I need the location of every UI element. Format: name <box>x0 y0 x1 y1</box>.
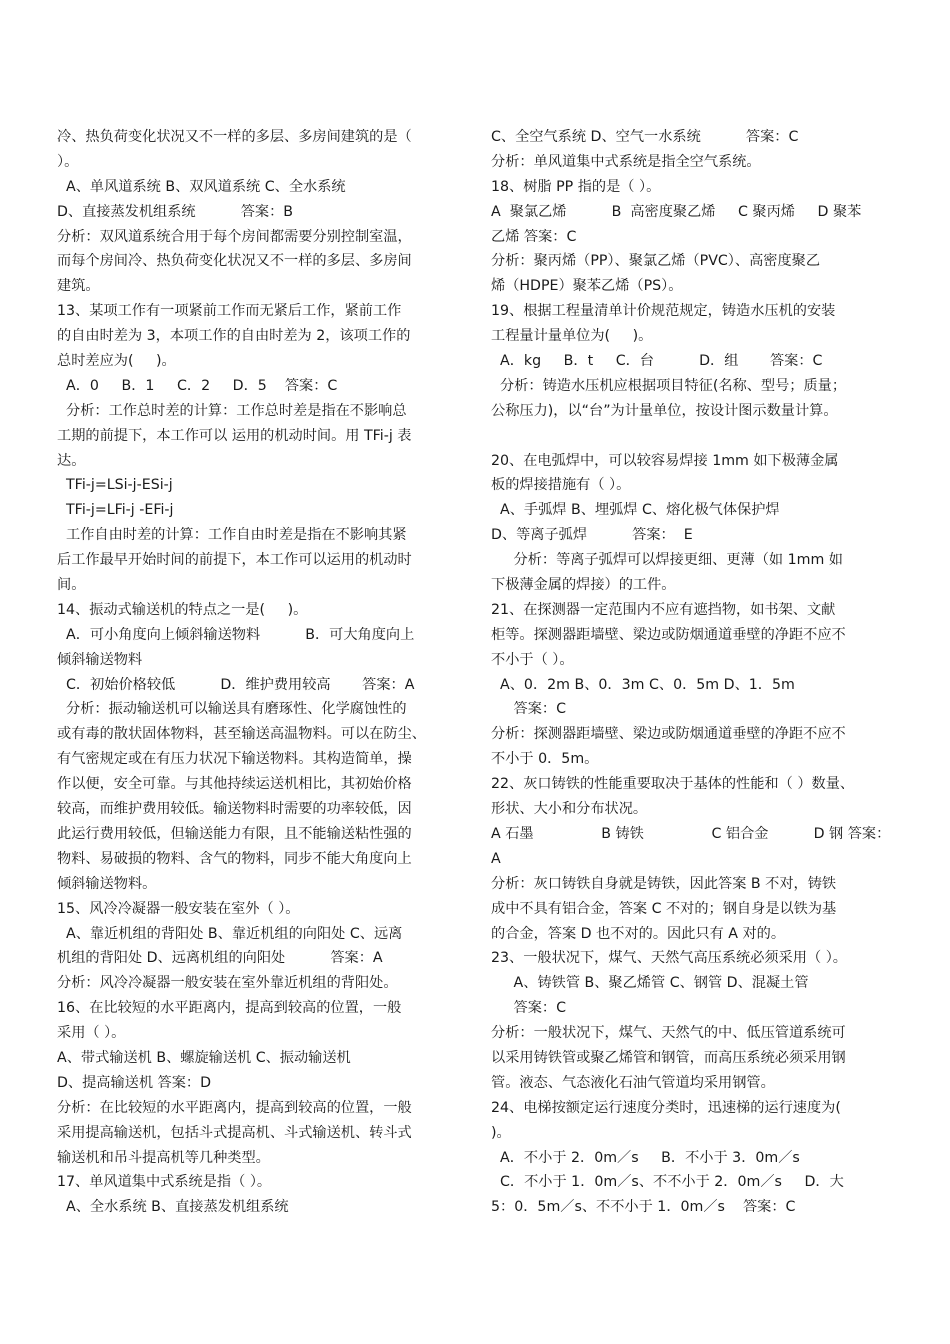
text-line: 答案：C <box>491 701 567 718</box>
text-line: D、等离子弧焊 答案： E <box>491 527 693 544</box>
text-line: 14、振动式输送机的特点之一是( )。 <box>57 601 308 618</box>
text-line: ）。 <box>57 153 79 170</box>
text-line: 13、某项工作有一项紧前工作而无紧后工作，紧前工作 <box>57 303 402 320</box>
text-line: TFi-j=LSi-j-ESi-j <box>57 477 173 494</box>
text-line: 烯（HDPE）聚苯乙烯（PS）。 <box>491 278 683 295</box>
text-line: 工作自由时差的计算：工作自由时差是指在不影响其紧 <box>57 527 407 544</box>
text-line: C．不小于 1．0m／s、不不小于 2．0m／s D．大 <box>491 1174 844 1191</box>
text-line: 冷、热负荷变化状况又不一样的多层、多房间建筑的是（ <box>57 129 412 145</box>
text-line: 19、根据工程量清单计价规范规定，铸造水压机的安装 <box>491 303 836 320</box>
text-line: 分析：等离子弧焊可以焊接更细、更薄（如 1mm 如 <box>491 552 843 569</box>
text-line: A．kg B．t C．台 D．组 答案：C <box>491 353 823 370</box>
text-line: 板的焊接措施有（ ）。 <box>491 477 631 494</box>
text-line: 而每个房间冷、热负荷变化状况又不一样的多层、多房间 <box>57 253 412 270</box>
text-line: 分析：聚丙烯（PP）、聚氯乙烯（PVC）、高密度聚乙 <box>491 253 821 270</box>
text-line: 工期的前提下，本工作可以 运用的机动时间。用 TFi-j 表 <box>57 427 412 444</box>
text-line: A．0 B．1 C．2 D．5 答案：C <box>57 377 338 394</box>
text-line: 分析：振动输送机可以输送具有磨琢性、化学腐蚀性的 <box>57 701 407 718</box>
text-line: D、提高输送机 答案：D <box>57 1074 212 1091</box>
text-line: 21、在探测器一定范围内不应有遮挡物，如书架、文献 <box>491 601 836 618</box>
text-line: 机组的背阳处 D、远离机组的向阳处 答案：A <box>57 950 383 967</box>
text-line: 柜等。探测器距墙壁、梁边或防烟通道垂壁的净距不应不 <box>491 626 846 643</box>
text-line: 不小于（ ）。 <box>491 651 574 668</box>
text-line: 分析：探测器距墙壁、梁边或防烟通道垂壁的净距不应不 <box>491 726 846 743</box>
text-line: 分析：灰口铸铁自身就是铸铁，因此答案 B 不对，铸铁 <box>491 875 837 892</box>
text-line: 倾斜输送物料。 <box>57 875 157 892</box>
text-line: 或有毒的散状固体物料，甚至输送高温物料。可以在防尘、 <box>57 726 426 743</box>
text-line: 分析：风冷冷凝器一般安装在室外靠近机组的背阳处。 <box>57 975 398 992</box>
text-line: A．不小于 2．0m／s B．不小于 3．0m／s <box>491 1149 800 1166</box>
text-line: 建筑。 <box>57 278 100 295</box>
text-line: 形状、大小和分布状况。 <box>491 801 648 818</box>
text-line: 倾斜输送物料 <box>57 651 143 668</box>
text-line: C．初始价格较低 D．维护费用较高 答案：A <box>57 676 415 693</box>
text-line: 以采用铸铁管或聚乙烯管和钢管，而高压系统必须采用钢 <box>491 1049 846 1066</box>
text-line: 达。 <box>57 452 86 469</box>
text-line: 作以便，安全可靠。与其他持续运送机相比，其初始价格 <box>57 776 412 793</box>
text-line: 物料、易破损的物料、含气的物料，同步不能大角度向上 <box>57 850 412 867</box>
text-line: 公称压力)，以“台”为计量单位，按设计图示数量计算。 <box>491 402 838 419</box>
text-line: 15、风冷冷凝器一般安装在室外（ ）。 <box>57 900 300 917</box>
text-line: 的自由时差为 3，本项工作的自由时差为 2，该项工作的 <box>57 328 411 345</box>
text-line: 5：0．5m／s、不不小于 1．0m／s 答案：C <box>491 1199 796 1216</box>
text-line: 采用（ ）。 <box>57 1025 126 1042</box>
text-line: A、全水系统 B、直接蒸发机组系统 <box>57 1199 289 1216</box>
text-line: 输送机和吊斗提高机等几种类型。 <box>57 1149 270 1166</box>
left-text-column <box>57 125 459 1220</box>
text-line: 成中不具有铝合金，答案 C 不对的；钢自身是以铁为基 <box>491 900 837 917</box>
text-line: 24、电梯按额定运行速度分类时，迅速梯的运行速度为( <box>491 1099 841 1116</box>
text-line: 23、一般状况下，煤气、天然气高压系统必须采用（ ）。 <box>491 950 847 967</box>
text-line: A、0．2m B、0．3m C、0．5m D、1．5m <box>491 676 795 693</box>
text-line: 的合金，答案 D 也不对的。因此只有 A 对的。 <box>491 925 786 942</box>
text-line: 20、在电弧焊中，可以较容易焊接 1mm 如下极薄金属 <box>491 452 839 469</box>
text-line: 18、树脂 PP 指的是（ ）。 <box>491 178 661 195</box>
text-line: 较高，而维护费用较低。输送物料时需要的功率较低，因 <box>57 801 412 818</box>
text-line: 分析：一般状况下，煤气、天然气的中、低压管道系统可 <box>491 1025 846 1042</box>
text-line: 间。 <box>57 577 86 594</box>
text-line: 总时差应为( )。 <box>57 353 176 370</box>
text-line <box>491 424 893 449</box>
text-line: 分析：铸造水压机应根据项目特征(名称、型号；质量； <box>491 377 847 394</box>
text-line: A 石墨 B 铸铁 C 铝合金 D 钢 答案： <box>491 825 891 842</box>
text-line: A、靠近机组的背阳处 B、靠近机组的向阳处 C、远离 <box>57 925 403 942</box>
text-line: 有气密规定或在有压力状况下输送物料。其构造简单，操 <box>57 751 412 768</box>
text-line: 分析：双风道系统合用于每个房间都需要分别控制室温， <box>57 228 412 245</box>
text-line: 不小于 0．5m。 <box>491 751 599 768</box>
text-line: 16、在比较短的水平距离内，提高到较高的位置，一般 <box>57 1000 402 1017</box>
text-line: 17、单风道集中式系统是指（ ）。 <box>57 1174 272 1191</box>
text-line: A 聚氯乙烯 B 高密度聚乙烯 C 聚丙烯 D 聚苯 <box>491 203 862 220</box>
text-line: C、全空气系统 D、空气一水系统 答案：C <box>491 129 799 145</box>
text-line: A．可小角度向上倾斜输送物料 B．可大角度向上 <box>57 626 415 643</box>
text-line: 工程量计量单位为( )。 <box>491 328 653 345</box>
text-line: 下极薄金属的焊接）的工件。 <box>491 577 676 594</box>
text-line: 分析：单风道集中式系统是指全空气系统。 <box>491 153 761 170</box>
right-text-column <box>491 125 893 1220</box>
text-line: A、铸铁管 B、聚乙烯管 C、钢管 D、混凝土管 <box>491 975 809 992</box>
text-line: 后工作最早开始时间的前提下，本工作可以运用的机动时 <box>57 552 412 569</box>
text-line: TFi-j=LFi-j -EFi-j <box>57 502 174 519</box>
text-line: 答案：C <box>491 1000 567 1017</box>
text-line: 采用提高输送机，包括斗式提高机、斗式输送机、转斗式 <box>57 1124 412 1141</box>
text-line: 乙烯 答案：C <box>491 228 577 245</box>
text-line: 此运行费用较低，但输送能力有限，且不能输送粘性强的 <box>57 825 412 842</box>
text-line: A <box>491 850 501 867</box>
text-line: 22、灰口铸铁的性能重要取决于基体的性能和（ ）数量、 <box>491 776 855 793</box>
text-line: 分析：工作总时差的计算：工作总时差是指在不影响总 <box>57 402 407 419</box>
text-line: A、手弧焊 B、埋弧焊 C、熔化极气体保护焊 <box>491 502 780 519</box>
text-line: A、单风道系统 B、双风道系统 C、全水系统 <box>57 178 346 195</box>
text-line: 分析：在比较短的水平距离内，提高到较高的位置，一般 <box>57 1099 412 1116</box>
text-line: A、带式输送机 B、螺旋输送机 C、振动输送机 <box>57 1049 351 1066</box>
text-line: D、直接蒸发机组系统 答案：B <box>57 203 294 220</box>
text-line: )。 <box>491 1124 511 1141</box>
text-line: 管。液态、气态液化石油气管道均采用钢管。 <box>491 1074 775 1091</box>
